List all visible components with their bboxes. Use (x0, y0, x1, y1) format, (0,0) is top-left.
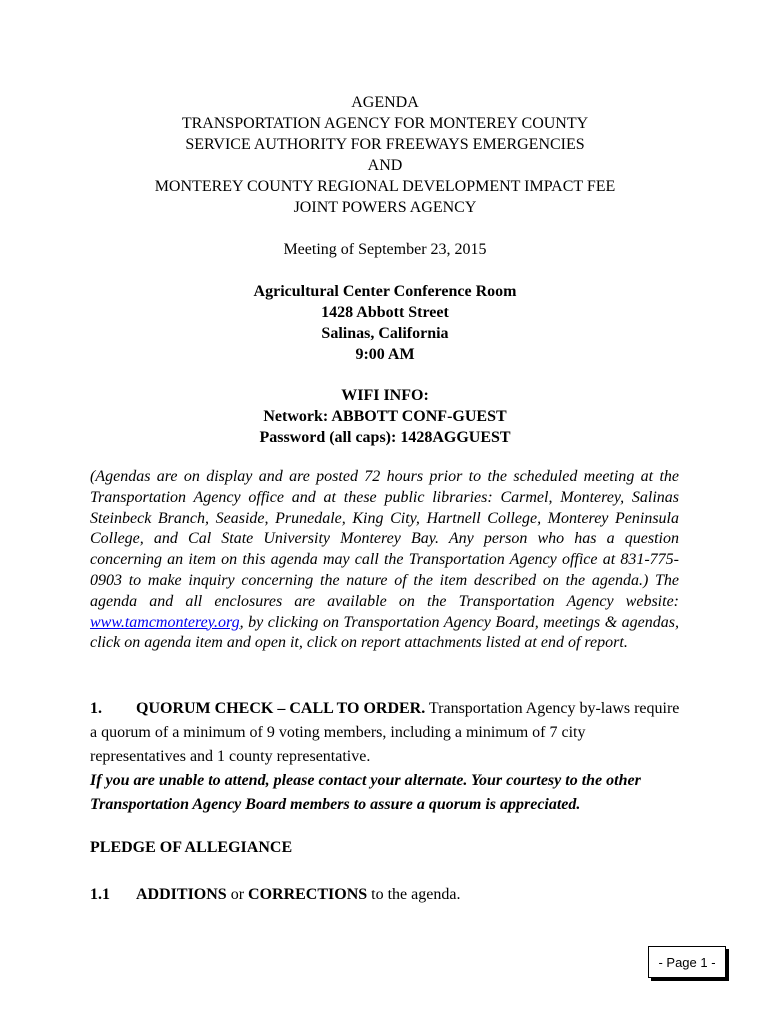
agenda-header (60, 92, 710, 218)
wifi-title: WIFI INFO: (341, 387, 429, 404)
meeting-location (60, 281, 710, 365)
wifi-info (60, 385, 710, 448)
or-text: or (226, 886, 249, 903)
page-number: - Page 1 - (658, 954, 716, 970)
location-room: Agricultural Center Conference Room (253, 283, 517, 300)
development-fee-name: MONTEREY COUNTY REGIONAL DEVELOPMENT IMPACT FEE (154, 178, 616, 195)
item-1-1-number: 1.1 (90, 886, 110, 903)
pledge-of-allegiance: PLEDGE OF ALLEGIANCE (90, 839, 293, 856)
notice-text-before-link: (Agendas are on display and are posted 72 hours prior to the scheduled meeting at the Transportation Agency office and at these public libraries: Carmel, Monterey, Salinas Steinbeck Branch, Seaside, Prunedale, King City, Hartnell College, Monterey Peninsula College, and Cal State University Monterey Bay. Any person who has a question concerning an item on this agenda may call the Transportation Agency office at 831-775-0903 to make inquiry concerning the nature of the item described on the agenda.) The agenda and all enclosures are available on the Transportation Agency website: (90, 468, 679, 610)
item-1-body: Transportation Agency by-laws require a quorum of a minimum of 9 voting members, including a minimum of 7 city representatives and 1 county representative. (90, 700, 680, 765)
agenda-title: AGENDA (351, 94, 419, 111)
agenda-item-1 (90, 697, 680, 817)
wifi-network: Network: ABBOTT CONF-GUEST (263, 408, 507, 425)
agenda-notice (90, 467, 679, 654)
website-link[interactable]: www.tamcmonterey.org (90, 613, 240, 631)
location-city: Salinas, California (321, 325, 449, 342)
wifi-password: Password (all caps): 1428AGGUEST (259, 429, 511, 446)
agenda-item-1-1 (90, 886, 460, 904)
authority-name: SERVICE AUTHORITY FOR FREEWAYS EMERGENCIES (185, 136, 585, 153)
location-street: 1428 Abbott Street (321, 304, 449, 321)
meeting-date: Meeting of September 23, 2015 (283, 241, 487, 258)
item-1-1-rest: to the agenda. (367, 886, 461, 903)
notice-text-after-link: , by clicking on Transportation Agency Board, meetings & agendas, click on agenda item and open it, click on report attachments listed at end of report. (90, 613, 679, 652)
agency-name: TRANSPORTATION AGENCY FOR MONTEREY COUNTY (181, 115, 589, 132)
meeting-time: 9:00 AM (355, 346, 415, 363)
page-number-box (648, 946, 726, 978)
corrections-label: CORRECTIONS (248, 886, 368, 903)
header-and: AND (367, 157, 403, 174)
joint-powers-name: JOINT POWERS AGENCY (293, 199, 477, 216)
item-1-heading: QUORUM CHECK – CALL TO ORDER. (136, 700, 426, 717)
item-1-number: 1. (90, 700, 102, 717)
additions-label: ADDITIONS (136, 886, 227, 903)
item-1-courtesy-note: If you are unable to attend, please contact your alternate. Your courtesy to the other Transportation Agency Board members to assure a quorum is appreciated. (90, 772, 641, 813)
